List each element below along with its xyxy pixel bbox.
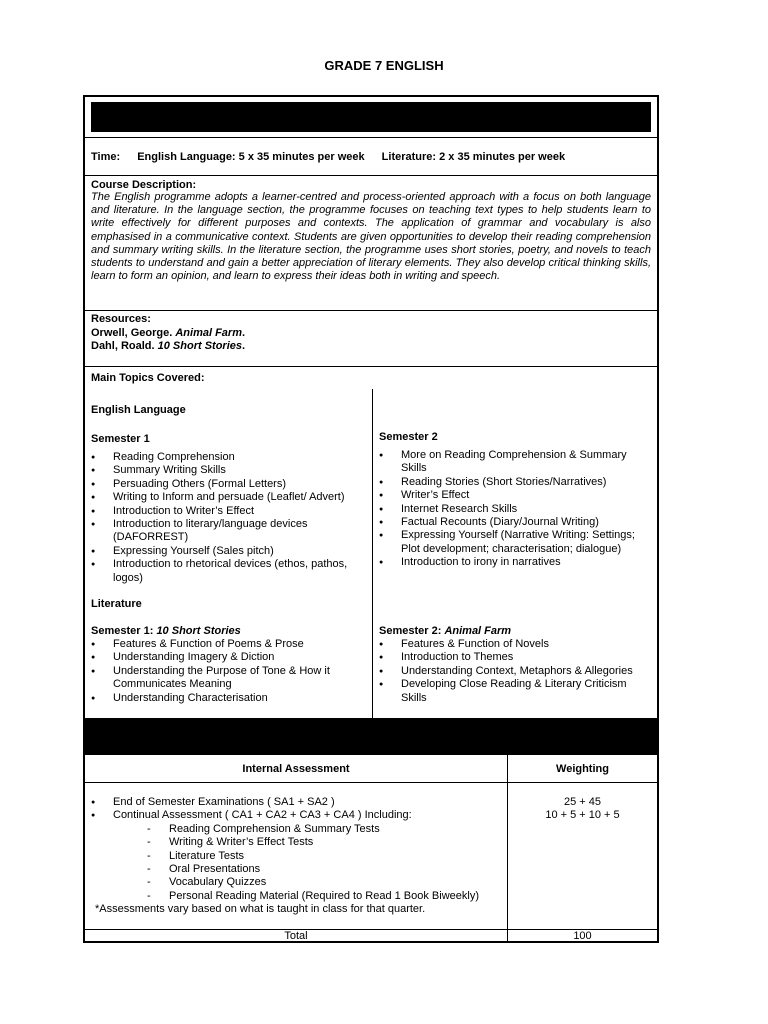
course-text: The English programme adopts a learner-centred and process-oriented approach with a focus on both language and literature. In the language section, the programme focuses on teaching text types to help students learn to write effectively for different purposes and contexts. The application of grammar and vocabulary is also emphasised in a communicative context. Students are given opportunities to develop their reading comprehension and summary writing skills. In the literature section, the programme uses short stories, poetry, and novels to teach students to understand and gain a better appreciation of literary elements. They also develop critical thinking skills, learn to form an opinion, and learn to express their ideas both in writing and speech. [91,191,651,283]
list-item: ● Understanding Characterisation [91,692,361,705]
sem2-heading: Semester 2 [379,431,438,443]
course-heading: Course Description: [91,179,197,191]
list-item: ● Factual Recounts (Diary/Journal Writing) [379,516,649,529]
total-value: 100 [573,930,592,942]
time-literature: Literature: 2 x 35 minutes per week [381,151,566,163]
divider [85,310,657,311]
list-item: ● Persuading Others (Formal Letters) [91,478,361,491]
syllabus-table [83,95,659,943]
divider [85,175,657,176]
list-item: ● Understanding Imagery & Diction [91,651,361,664]
list-item: - Vocabulary Quizzes [147,876,507,889]
lit2-list [379,638,649,705]
list-item: - Literature Tests [147,850,507,863]
topics-heading: Main Topics Covered: [91,372,205,384]
list-item: - Reading Comprehension & Summary Tests [147,823,507,836]
list-item: ● Writing to Inform and persuade (Leaflet/ Advert) [91,491,361,504]
literature-heading: Literature [91,598,142,610]
list-item: ● Expressing Yourself (Narrative Writing: Settings; Plot development; characterisation; dialogue) [379,529,649,556]
header-black-bar [91,102,651,132]
total-label: Total [85,930,508,943]
list-item: ● Reading Stories (Short Stories/Narratives) [379,476,649,489]
list-item: ● Internet Research Skills [379,503,649,516]
lit1-list [91,638,361,705]
list-item: ● Introduction to Themes [379,651,649,664]
list-item: - Writing & Writer’s Effect Tests [147,836,507,849]
list-item: ● Introduction to irony in narratives [379,556,649,569]
list-item: ● Continual Assessment ( CA1 + CA2 + CA3 + CA4 ) Including: [91,809,507,822]
list-item: - Personal Reading Material (Required to Read 1 Book Biweekly) [147,890,507,903]
assessment-col-header: Internal Assessment [85,755,508,783]
assessment-note: *Assessments vary based on what is taught in class for that quarter. [95,903,426,916]
sem1-list [91,451,361,585]
lit2-heading: Semester 2: Animal Farm [379,625,512,637]
weighting-cell [508,783,657,930]
list-item: ● Writer’s Effect [379,489,649,502]
ca-sub-list [91,823,507,903]
list-item: ● Introduction to Writer’s Effect [91,505,361,518]
resources [91,313,651,354]
list-item: ● Expressing Yourself (Sales pitch) [91,545,361,558]
time-label: Time: [91,151,121,163]
list-item: ● Features & Function of Novels [379,638,649,651]
course-description [91,179,651,283]
list-item: ● Reading Comprehension [91,451,361,464]
resources-heading: Resources: [91,313,151,325]
weighting-sa: 25 + 45 [563,796,601,808]
lit1-heading: Semester 1: 10 Short Stories [91,625,241,637]
english-heading: English Language [91,404,186,416]
resource-item: Dahl, Roald. 10 Short Stories. [91,340,246,352]
list-item: ● End of Semester Examinations ( SA1 + SA2 ) [91,796,507,809]
divider [85,366,657,367]
list-item: ● Understanding the Purpose of Tone & How it Communicates Meaning [91,665,361,692]
list-item: ● Introduction to rhetorical devices (ethos, pathos, logos) [91,558,361,585]
assessment-black-bar [85,718,657,755]
list-item: - Oral Presentations [147,863,507,876]
assessment-table [85,755,657,943]
list-item: ● Developing Close Reading & Literary Criticism Skills [379,678,649,705]
page-title: GRADE 7 ENGLISH [324,58,444,73]
assessment-items-cell [85,783,508,930]
time-language: English Language: 5 x 35 minutes per week [137,151,365,163]
resource-item: Orwell, George. Animal Farm. [91,326,246,339]
time-row [91,151,579,163]
column-divider [372,389,373,718]
list-item: ● Understanding Context, Metaphors & Allegories [379,665,649,678]
list-item: ● Features & Function of Poems & Prose [91,638,361,651]
weighting-col-header: Weighting [508,755,657,783]
weighting-ca: 10 + 5 + 10 + 5 [545,809,620,822]
list-item: ● Summary Writing Skills [91,464,361,477]
sem2-list [379,449,649,570]
divider [85,137,657,138]
list-item: ● Introduction to literary/language devices (DAFORREST) [91,518,361,545]
sem1-heading: Semester 1 [91,433,150,445]
list-item: ● More on Reading Comprehension & Summary Skills [379,449,649,476]
